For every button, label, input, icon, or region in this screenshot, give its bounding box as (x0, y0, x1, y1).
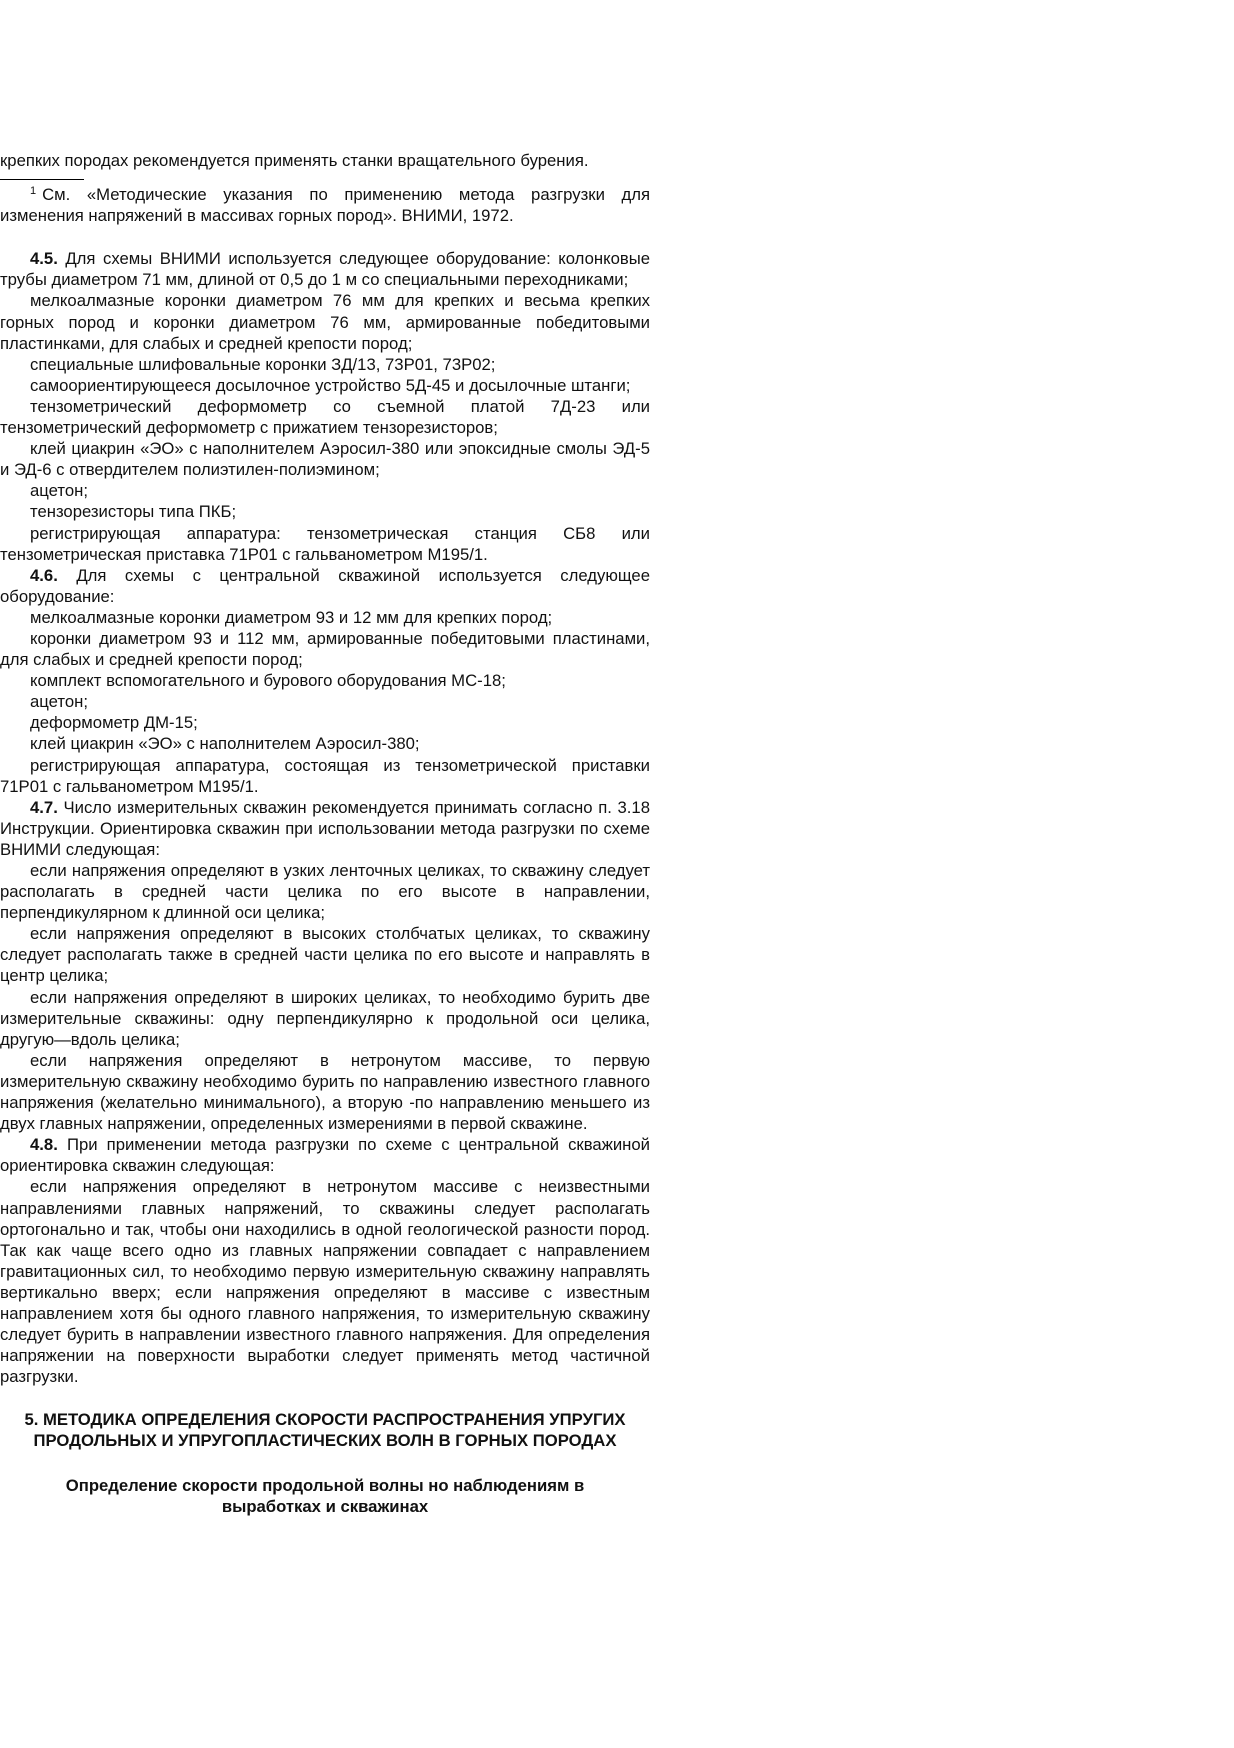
footnote-text: См. «Методические указания по применению метода разгрузки для изменения напряжений в массивах горных пород». ВНИМИ, 1972. (0, 185, 650, 226)
list-item: ацетон; (30, 481, 88, 501)
list-item: тензометрический деформометр со съемной платой 7Д-23 или тензометрический деформометр с прижатием тензорезисторов; (0, 396, 650, 438)
section-number: 4.6. (30, 565, 58, 585)
section-subheading: Определение скорости продольной волны но наблюдениям в выработках и скважинах (65, 1475, 585, 1516)
footnote (0, 184, 650, 226)
list-item: регистрирующая аппаратура: тензометрическая станция СБ8 или тензометрическая приставка 71Р01 с гальванометром М195/1. (0, 523, 650, 564)
section-paragraph (0, 1134, 650, 1176)
list-item: если напряжения определяют в узких ленточных целиках, то скважину следует располагать в средней части целика по его высоте в направлении, перпендикулярном к длинной оси целика; (0, 861, 650, 923)
list-item: деформометр ДМ-15; (30, 713, 198, 733)
section-number: 4.7. (30, 797, 58, 817)
list-item: самоориентирующееся досылочное устройство 5Д-45 и досылочные штанги; (30, 375, 631, 395)
section-text: Для схемы с центральной скважиной используется следующее оборудование: (0, 565, 650, 606)
section-number: 4.5. (30, 249, 58, 269)
list-item: если напряжения определяют в нетронутом массиве, то первую измерительную скважину необходимо бурить по направлению известного главного напряжения (желательно минимального), а вторую -по направлению меньшего из двух главных напряжении, определенных измерениями в первой скважине. (0, 1050, 650, 1134)
section-text: Для схемы ВНИМИ используется следующее оборудование: колонковые трубы диаметром 71 мм, длиной от 0,5 до 1 м со специальными переходниками; (0, 249, 650, 290)
section-paragraph (0, 797, 650, 860)
section-text: Число измерительных скважин рекомендуется принимать согласно п. 3.18 Инструкции. Ориентировка скважин при использовании метода разгрузки по схеме ВНИМИ следующая: (0, 797, 650, 859)
carry-over-paragraph: крепких породах рекомендуется применять станки вращательного бурения. (0, 151, 589, 170)
list-item: если напряжения определяют в широких целиках, то необходимо бурить две измерительные скважины: одну перпендикулярно к продольной оси целика, другую—вдоль целика; (0, 987, 650, 1049)
list-item: мелкоалмазные коронки диаметром 76 мм для крепких и весьма крепких горных пород и коронки диаметром 76 мм, армированные победитовыми пластинками, для слабых и средней крепости пород; (0, 291, 650, 353)
list-item: если напряжения определяют в нетронутом массиве с неизвестными направлениями главных напряжений, то скважины следует располагать ортогонально и так, чтобы они находились в одной геологической разности пород. Так как чаще всего одно из главных напряжении совпадает с направлением гравитационных сил, то необходимо первую измерительную скважину направлять вертикально вверх; если напряжения определяют в массиве с известным направлением хотя бы одного главного напряжения, то измерительную скважину следует бурить в направлении известного главного напряжения. Для определения напряжении на поверхности выработки следует применять метод частичной разгрузки. (0, 1177, 650, 1387)
section-text: При применении метода разгрузки по схеме с центральной скважиной ориентировка скважин следующая: (0, 1135, 650, 1176)
list-item: специальные шлифовальные коронки ЗД/13, 73Р01, 73Р02; (30, 354, 496, 374)
list-item: клей циакрин «ЭО» с наполнителем Аэросил-380 или эпоксидные смолы ЭД-5 и ЭД-6 с отвердителем полиэтилен-полиэмином; (0, 439, 650, 480)
list-item: коронки диаметром 93 и 112 мм, армированные победитовыми пластинами, для слабых и средней крепости пород; (0, 628, 650, 670)
spacer (0, 226, 650, 248)
list-item: тензорезисторы типа ПКБ; (30, 502, 237, 522)
footnote-marker: 1 (30, 184, 37, 197)
section-heading: 5. МЕТОДИКА ОПРЕДЕЛЕНИЯ СКОРОСТИ РАСПРОСТРАНЕНИЯ УПРУГИХ ПРОДОЛЬНЫХ И УПРУГОПЛАСТИЧЕСКИХ ВОЛН В ГОРНЫХ ПОРОДАХ (24, 1410, 626, 1451)
list-item: комплект вспомогательного и бурового оборудования МС-18; (30, 671, 506, 691)
section-number: 4.8. (30, 1135, 58, 1155)
section-paragraph (0, 248, 650, 290)
list-item: ацетон; (30, 692, 88, 712)
document-page (0, 150, 650, 1517)
list-item: регистрирующая аппаратура, состоящая из тензометрической приставки 71Р01 с гальванометром М195/1. (0, 755, 650, 796)
list-item: если напряжения определяют в высоких столбчатых целиках, то скважину следует располагать также в средней части целика по его высоте и направлять в центр целика; (0, 924, 650, 986)
list-item: клей циакрин «ЭО» с наполнителем Аэросил-380; (30, 734, 420, 754)
list-item: мелкоалмазные коронки диаметром 93 и 12 мм для крепких пород; (30, 607, 553, 627)
sections-container (0, 248, 650, 1387)
section-paragraph (0, 565, 650, 607)
footnote-separator (0, 179, 84, 180)
